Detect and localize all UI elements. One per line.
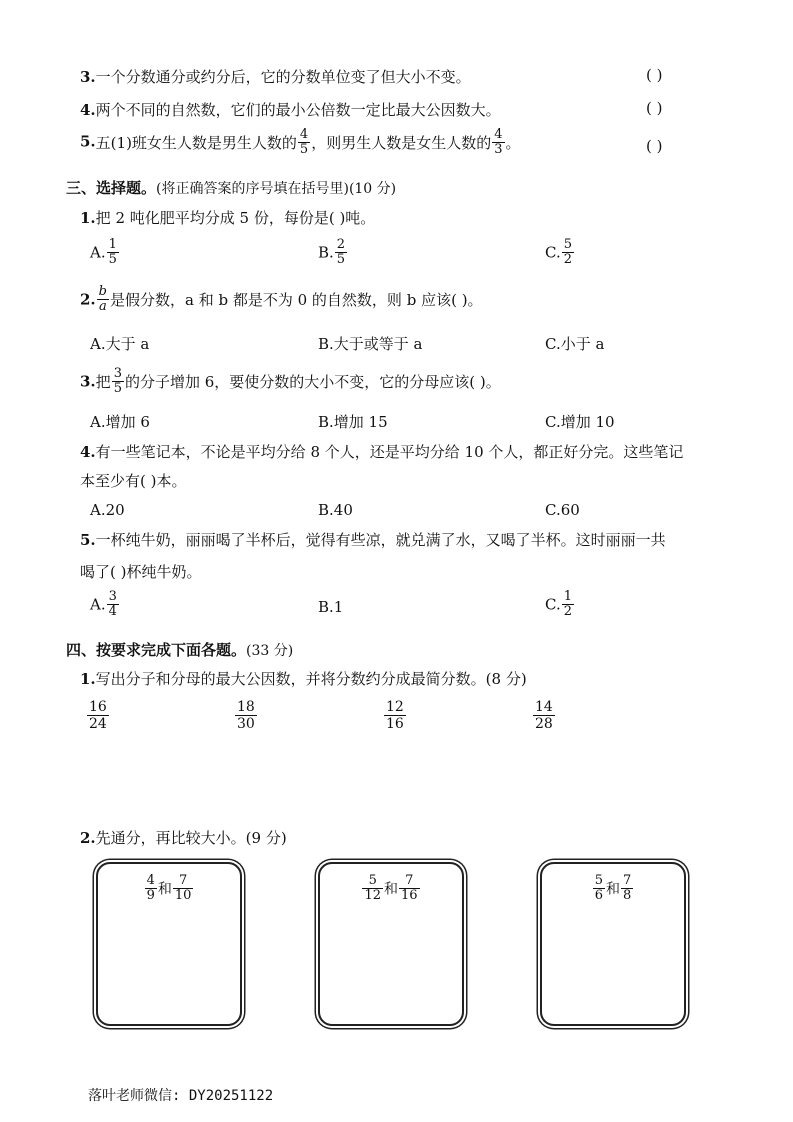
s3-q5-line2: 喝了( )杯纯牛奶。 — [80, 563, 202, 581]
section3-heading: 三、选择题。(将正确答案的序号填在括号里)(10 分) — [66, 179, 397, 197]
s3-q5-option-b[interactable]: B.1 — [318, 598, 344, 616]
answer-box-1[interactable]: $\frac{4}{9}$ 和 $\frac{7}{10}$ — [96, 862, 242, 1026]
s3-q3-option-a[interactable]: A.增加 6 — [90, 413, 150, 431]
s4-q1: 1.写出分子和分母的最大公因数，并将分数约分成最简分数。(8 分) — [80, 670, 527, 688]
answer-box-2[interactable]: $\frac{5}{12}$ 和 $\frac{7}{16}$ — [318, 862, 464, 1026]
s3-q3: 3.把 $\frac{3}{5}$ 的分子增加 6，要使分数的大小不变，它的分母应该( )。 — [80, 366, 501, 396]
s3-q2-option-a[interactable]: A.大于 a — [90, 335, 150, 353]
s3-q4-option-a[interactable]: A.20 — [90, 501, 125, 519]
s3-q5-option-a[interactable]: A. $\frac{3}{4}$ — [90, 589, 117, 619]
s3-q1: 1.把 2 吨化肥平均分成 5 份，每份是( )吨。 — [80, 209, 376, 227]
s4-q1-fraction-4: $\frac{14}{28}$ — [535, 699, 553, 732]
footer-contact: 落叶老师微信: DY20251122 — [88, 1088, 274, 1104]
s3-q1-option-c[interactable]: C. $\frac{5}{2}$ — [545, 237, 572, 267]
s3-q4-option-c[interactable]: C.60 — [545, 501, 580, 519]
s3-q5-option-c[interactable]: C. $\frac{1}{2}$ — [545, 589, 572, 619]
s3-q1-option-a[interactable]: A. $\frac{1}{5}$ — [90, 237, 117, 267]
s3-q5-line1: 5.一杯纯牛奶，丽丽喝了半杯后，觉得有些凉，就兑满了水，又喝了半杯。这时丽丽一共 — [80, 531, 666, 549]
judge-q4-paren[interactable]: ( ) — [646, 99, 663, 117]
fraction: $\frac{4}{5}$ — [299, 127, 309, 157]
judge-q5: 5.五(1)班女生人数是男生人数的 $\frac{4}{5}$ ，则男生人数是女生人数的 $\frac{4}{3}$ 。 — [80, 127, 521, 157]
judge-q5-paren[interactable]: ( ) — [646, 137, 663, 155]
judge-q3-paren[interactable]: ( ) — [646, 66, 663, 84]
s3-q4-option-b[interactable]: B.40 — [318, 501, 353, 519]
s4-q1-fraction-1: $\frac{16}{24}$ — [89, 699, 107, 732]
s4-q1-fraction-3: $\frac{12}{16}$ — [386, 699, 404, 732]
s4-q2: 2.先通分，再比较大小。(9 分) — [80, 829, 287, 847]
s3-q2-option-b[interactable]: B.大于或等于 a — [318, 335, 423, 353]
fraction: $\frac{4}{3}$ — [494, 127, 503, 157]
answer-box-3[interactable]: $\frac{5}{6}$ 和 $\frac{7}{8}$ — [540, 862, 686, 1026]
s3-q3-option-b[interactable]: B.增加 15 — [318, 413, 388, 431]
s3-q1-option-b[interactable]: B. $\frac{2}{5}$ — [318, 237, 346, 267]
s3-q2-option-c[interactable]: C.小于 a — [545, 335, 605, 353]
s3-q4-line1: 4.有一些笔记本，不论是平均分给 8 个人，还是平均分给 10 个人，都正好分完。这些笔记 — [80, 443, 684, 461]
s3-q3-option-c[interactable]: C.增加 10 — [545, 413, 615, 431]
s3-q4-line2: 本至少有( )本。 — [80, 472, 187, 490]
judge-q3: 3.一个分数通分或约分后，它的分数单位变了但大小不变。 — [80, 68, 471, 86]
s3-q2: 2. $\frac{b}{a}$ 是假分数，a 和 b 都是不为 0 的自然数，则 b 应该( )。 — [80, 284, 483, 314]
s4-q1-fraction-2: $\frac{18}{30}$ — [237, 699, 255, 732]
section4-heading: 四、按要求完成下面各题。(33 分) — [66, 641, 294, 659]
judge-q4: 4.两个不同的自然数，它们的最小公倍数一定比最大公因数大。 — [80, 101, 501, 119]
